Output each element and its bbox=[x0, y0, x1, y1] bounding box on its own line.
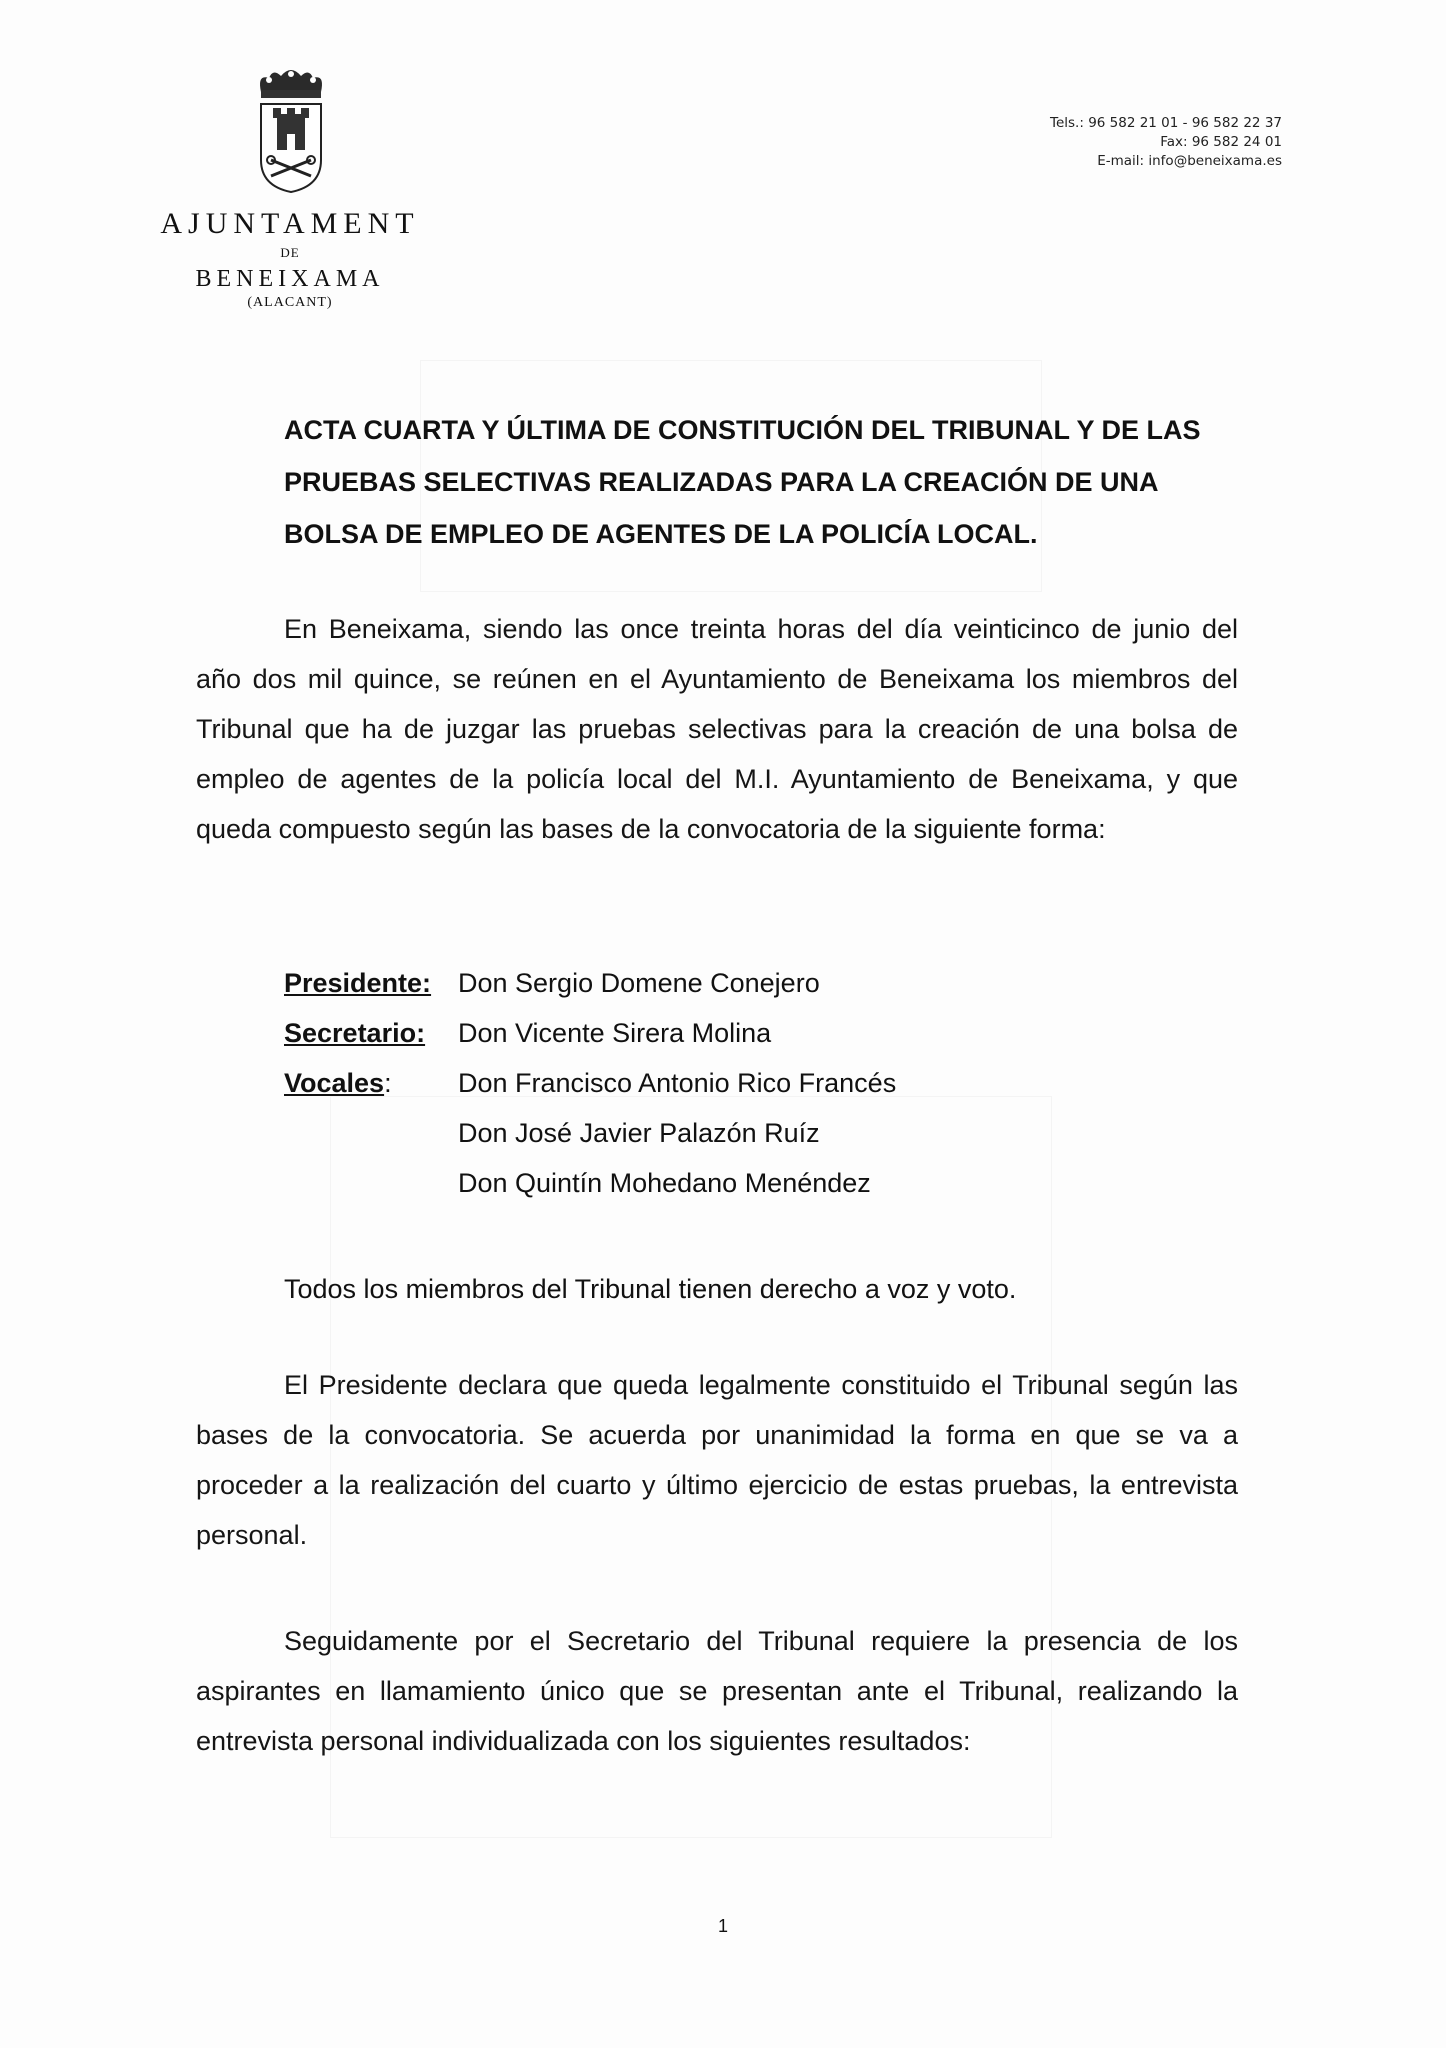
president-name: Don Sergio Domene Conejero bbox=[458, 968, 820, 998]
municipal-coat-of-arms-icon bbox=[247, 64, 335, 194]
contact-phones: Tels.: 96 582 21 01 - 96 582 22 37 bbox=[1050, 115, 1282, 131]
organization-province: (ALACANT) bbox=[247, 295, 333, 310]
president-label: Presidente: bbox=[284, 968, 432, 998]
vocal-row bbox=[284, 1058, 896, 1108]
contact-email: E-mail: info@beneixama.es bbox=[1097, 153, 1282, 169]
vocal-row bbox=[284, 1108, 896, 1158]
president-row bbox=[284, 958, 896, 1008]
secretary-name: Don Vicente Sirera Molina bbox=[458, 1018, 772, 1048]
contact-fax: Fax: 96 582 24 01 bbox=[1160, 134, 1282, 150]
organization-name: AJUNTAMENT bbox=[160, 207, 420, 240]
voting-rights-paragraph: Todos los miembros del Tribunal tienen derecho a voz y voto. bbox=[284, 1274, 1017, 1304]
vocal-name: Don José Javier Palazón Ruíz bbox=[458, 1118, 820, 1148]
organization-town: BENEIXAMA bbox=[195, 266, 385, 292]
tribunal-composition bbox=[284, 958, 896, 1208]
vocal-name: Don Francisco Antonio Rico Francés bbox=[458, 1068, 897, 1098]
vocales-label: Vocales bbox=[284, 1068, 385, 1098]
contact-info bbox=[1050, 114, 1282, 171]
constitution-paragraph: El Presidente declara que queda legalmente constituido el Tribunal según las bases de la convocatoria. Se acuerda por unanimidad la forma en que se va a proceder a la realización del cuarto y último ejercicio de estas pruebas, la entrevista personal. bbox=[196, 1370, 1238, 1550]
document-title: ACTA CUARTA Y ÚLTIMA DE CONSTITUCIÓN DEL TRIBUNAL Y DE LAS PRUEBAS SELECTIVAS REALIZADAS PARA LA CREACIÓN DE UNA BOLSA DE EMPLEO DE AGENTES DE LA POLICÍA LOCAL. bbox=[284, 415, 1201, 549]
page-number: 1 bbox=[717, 1916, 728, 1936]
organization-preposition: DE bbox=[280, 245, 300, 260]
vocal-row bbox=[284, 1158, 896, 1208]
vocal-name: Don Quintín Mohedano Menéndez bbox=[458, 1168, 871, 1198]
secretary-row bbox=[284, 1008, 896, 1058]
organization-block bbox=[130, 206, 450, 312]
interview-paragraph: Seguidamente por el Secretario del Tribunal requiere la presencia de los aspirantes en llamamiento único que se presentan ante el Tribunal, realizando la entrevista personal individualizada con los siguientes resultados: bbox=[196, 1626, 1238, 1756]
secretary-label: Secretario: bbox=[284, 1018, 426, 1048]
opening-paragraph: En Beneixama, siendo las once treinta horas del día veinticinco de junio del año dos mil quince, se reúnen en el Ayuntamiento de Beneixama los miembros del Tribunal que ha de juzgar las pruebas selectivas para la creación de una bolsa de empleo de agentes de la policía local del M.I. Ayuntamiento de Beneixama, y que queda compuesto según las bases de la convocatoria de la siguiente forma: bbox=[196, 614, 1238, 844]
vocales-colon: : bbox=[384, 1068, 392, 1098]
